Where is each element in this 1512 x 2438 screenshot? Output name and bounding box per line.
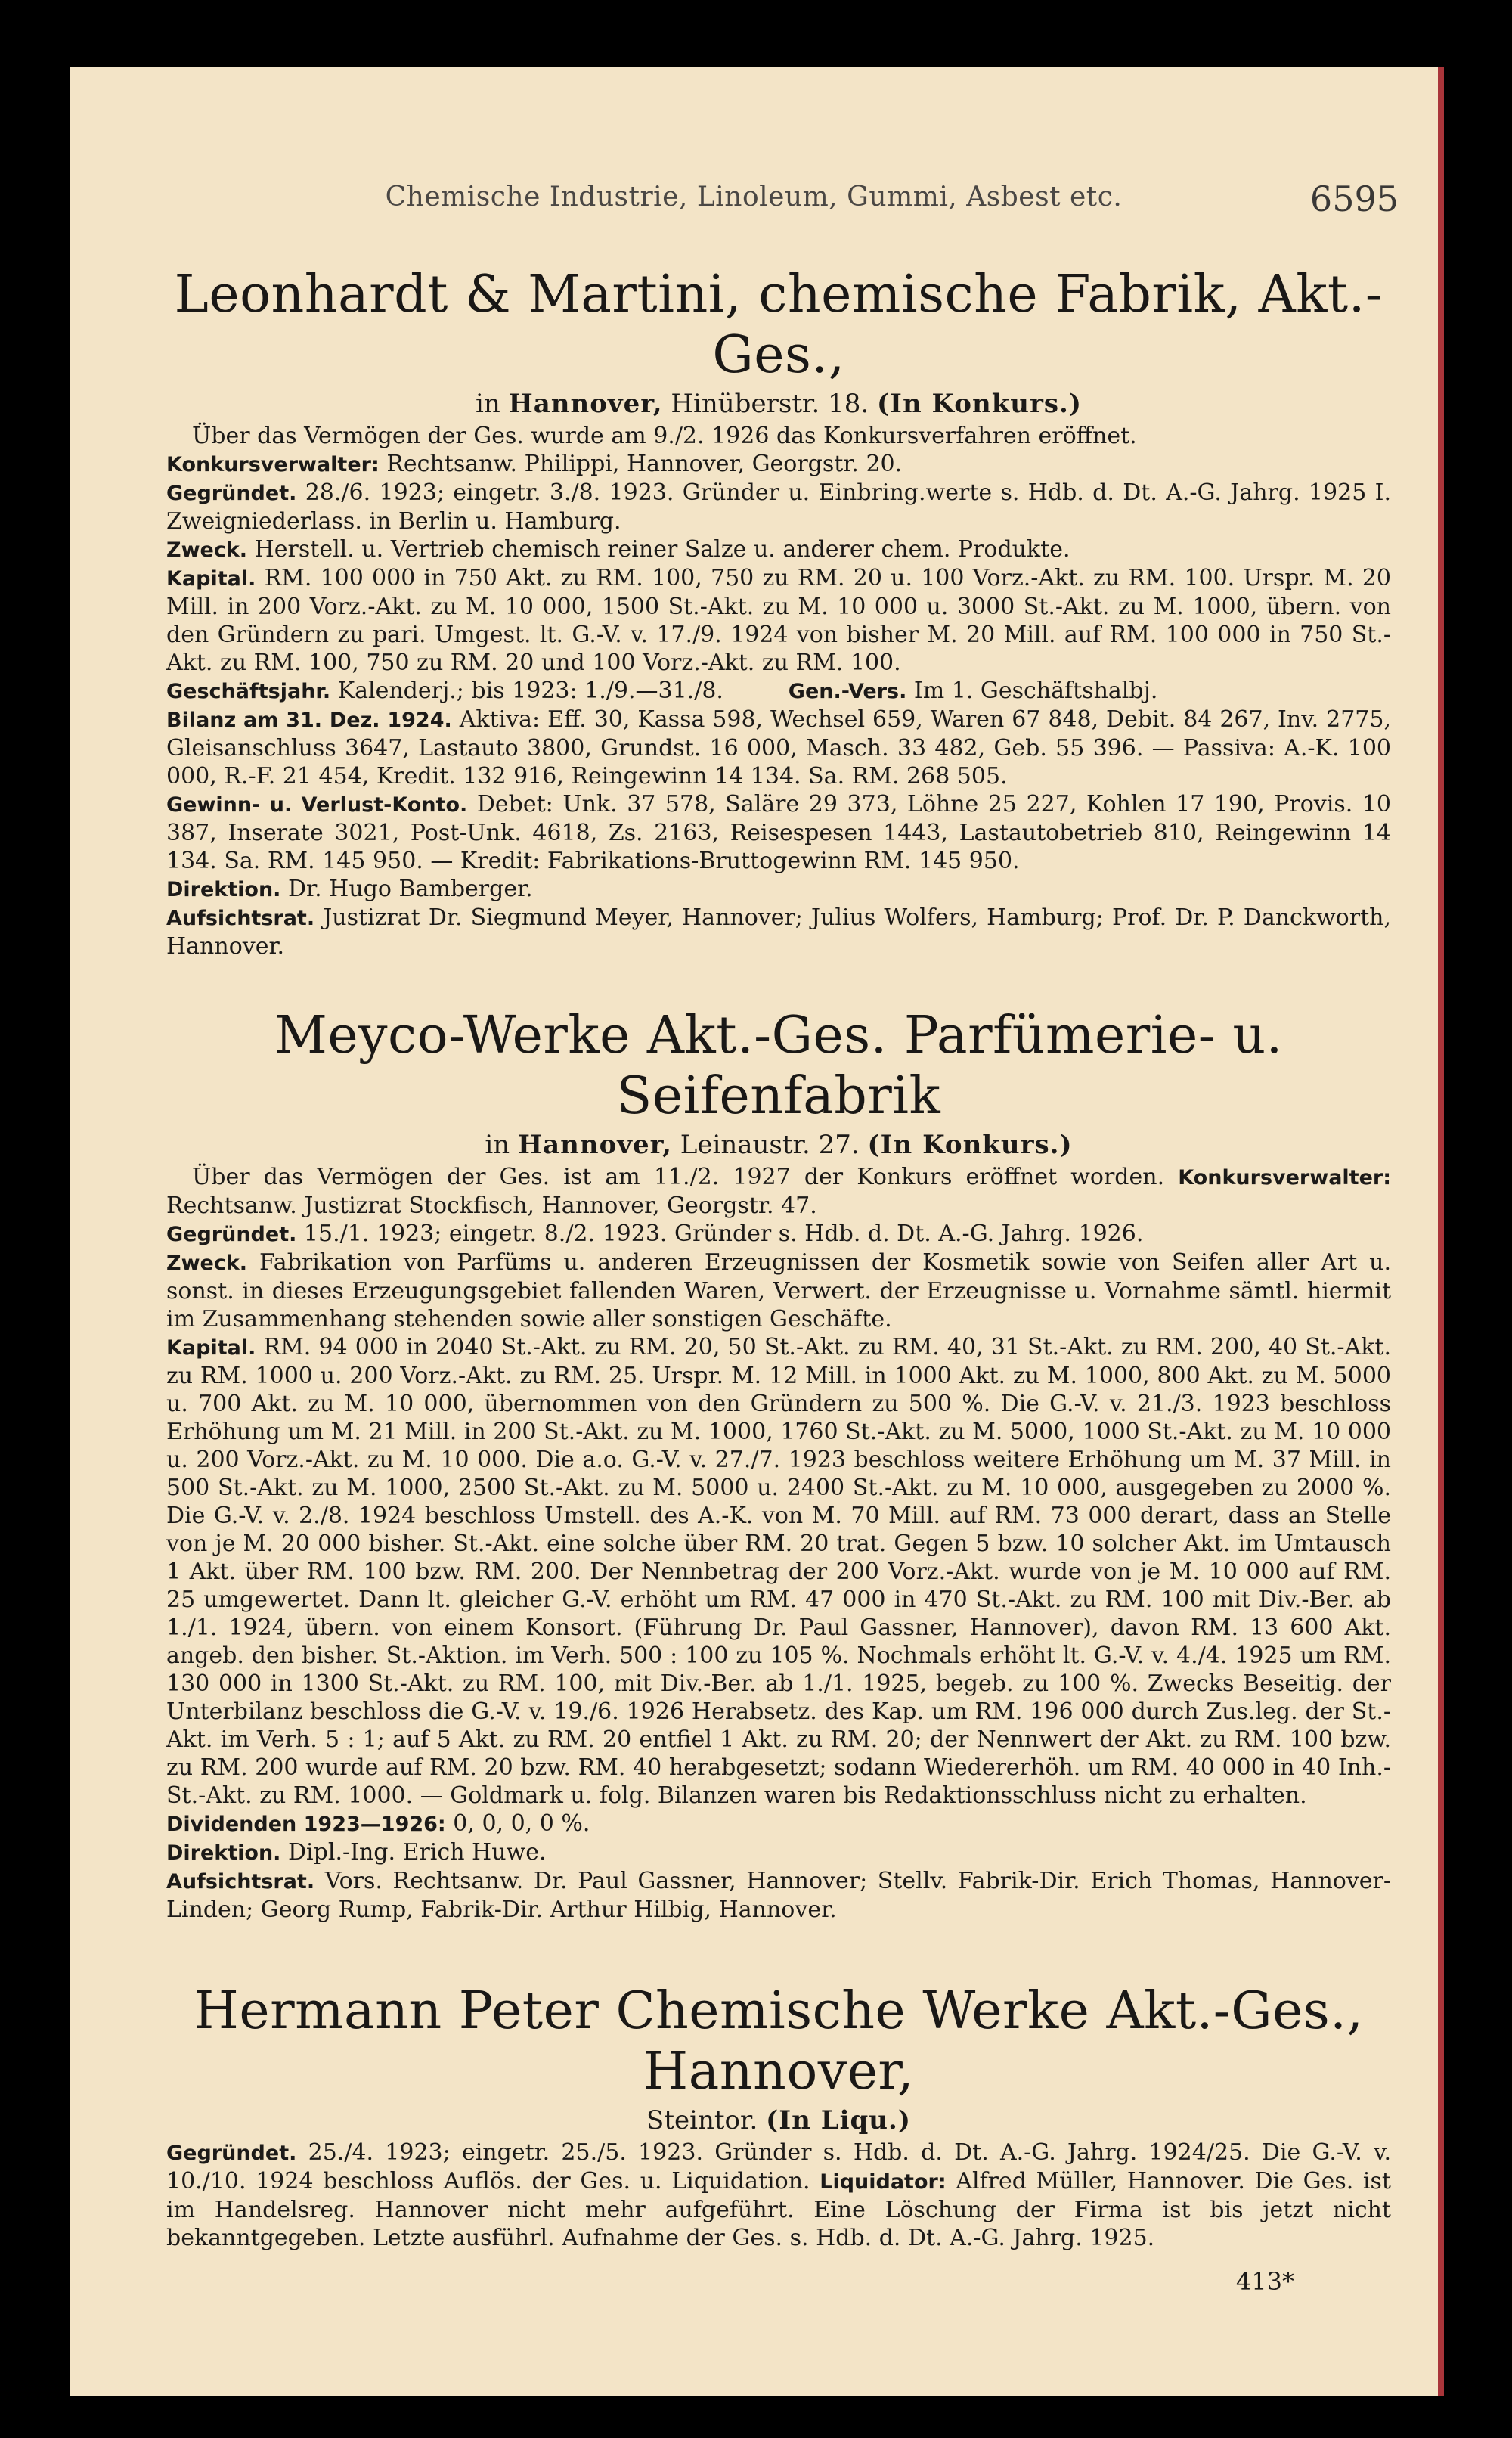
entry-title: Leonhardt & Martini, chemische Fabrik, Akt.-Ges., xyxy=(174,265,1383,385)
entry-location xyxy=(166,386,1391,422)
entry-paragraph xyxy=(166,1333,1391,1810)
entry-title: Hermann Peter Chemische Werke Akt.-Ges., Hannover, xyxy=(194,1981,1364,2101)
para-text: Fabrikation von Parfüms u. anderen Erzeugnissen der Kosmetik sowie von Seifen aller Art u. sonst. in dieses Erzeugungsgebiet fallenden Waren, Verwert. der Erzeugnisse u. Vornahme sämtl. hiermit im Zusammenhang stehenden sowie aller sonstigen Geschäfte. xyxy=(166,1249,1391,1332)
para-text: 25./4. 1923; eingetr. 25./5. 1923. Gründer s. Hdb. d. Dt. A.-G. Jahrg. 1924/25. Die G.-V. v. 10./10. 1924 beschloss Auflös. der Ges. u. Liquidation. xyxy=(166,2139,1391,2195)
entry-address: Hinüberstr. 18. xyxy=(671,389,869,419)
entry-status: (In Liqu.) xyxy=(766,2105,911,2136)
para-label: Gegründet. xyxy=(166,482,297,505)
para-label: Zweck. xyxy=(166,538,248,562)
para-label: Kapital. xyxy=(166,1336,256,1360)
para-label: Liquidator: xyxy=(820,2170,947,2194)
entry-paragraph xyxy=(166,677,1391,706)
para-text: 28./6. 1923; eingetr. 3./8. 1923. Gründer u. Einbring.werte s. Hdb. d. Dt. A.-G. Jahrg. 1925 I. Zweigniederlass. in Berlin u. Hamburg. xyxy=(166,479,1391,535)
entry-paragraph xyxy=(166,479,1391,535)
page-sheet xyxy=(70,67,1444,2396)
para-label: Dividenden 1923—1926: xyxy=(166,1813,446,1836)
entry-paragraph xyxy=(166,706,1391,790)
para-label: Gegründet. xyxy=(166,1223,297,1246)
para-label: Aufsichtsrat. xyxy=(166,1870,315,1894)
running-title: Chemische Industrie, Linoleum, Gummi, Asbest etc. xyxy=(385,181,1123,212)
para-text: Rechtsanw. Philippi, Hannover, Georgstr. 20. xyxy=(386,451,903,477)
page-number: 6595 xyxy=(1309,178,1399,219)
para-text: 15./1. 1923; eingetr. 8./2. 1923. Gründer s. Hdb. d. Dt. A.-G. Jahrg. 1926. xyxy=(303,1221,1144,1247)
para-label: Konkursverwalter: xyxy=(166,453,380,476)
entry-paragraph xyxy=(166,2139,1391,2252)
entry-paragraph xyxy=(166,564,1391,677)
entry-paragraph xyxy=(166,422,1391,450)
entry-paragraph xyxy=(166,1838,1391,1867)
para-label: Bilanz am 31. Dez. 1924. xyxy=(166,709,452,732)
para-text: Vors. Rechtsanw. Dr. Paul Gassner, Hannover; Stellv. Fabrik-Dir. Erich Thomas, Hannover-Linden; Georg Rump, Fabrik-Dir. Arthur Hilbig, Hannover. xyxy=(166,1868,1392,1923)
entry-paragraph xyxy=(166,790,1391,875)
para-text: Aktiva: Eff. 30, Kassa 598, Wechsel 659, Waren 67 848, Debit. 84 267, Inv. 2775, Gleisanschluss 3647, Lastauto 3800, Grundst. 16 000, Masch. 33 482, Geb. 55 396. — Passiva: A.-K. 100 000, R.-F. 21 454, Kredit. 132 916, Reingewinn 14 134. Sa. RM. 268 505. xyxy=(166,706,1391,789)
entry-paragraph xyxy=(166,1810,1391,1838)
para-label: Aufsichtsrat. xyxy=(166,907,315,930)
entry-paragraph xyxy=(166,904,1391,960)
para-text: Justizrat Dr. Siegmund Meyer, Hannover; Julius Wolfers, Hamburg; Prof. Dr. P. Danckworth, Hannover. xyxy=(166,904,1392,960)
para-label: Geschäftsjahr. xyxy=(166,680,331,703)
para-text: Kalenderj.; bis 1923: 1./9.—31./8. xyxy=(337,678,723,704)
company-entry xyxy=(166,265,1391,960)
para-text: Alfred Müller, Hannover. Die Ges. ist im Handelsreg. Hannover nicht mehr aufgeführt. Eine Löschung der Firma ist bis jetzt nicht bekanntgegeben. Letzte ausführl. Aufnahme der Ges. s. Hdb. d. Dt. A.-G. Jahrg. 1925. xyxy=(166,2168,1391,2251)
entry-location xyxy=(166,1127,1391,1163)
entry-paragraph xyxy=(166,1248,1391,1333)
entry-paragraph xyxy=(166,875,1391,904)
entry-paragraph xyxy=(166,450,1391,479)
para-label: Direktion. xyxy=(166,1841,281,1865)
para-label: Zweck. xyxy=(166,1252,248,1275)
para-text: Über das Vermögen der Ges. ist am 11./2. 1927 der Konkurs eröffnet worden. xyxy=(192,1164,1165,1190)
para-text: RM. 94 000 in 2040 St.-Akt. zu RM. 20, 50 St.-Akt. zu RM. 40, 31 St.-Akt. zu RM. 200, 40 St.-Akt. zu RM. 1000 u. 200 Vorz.-Akt. zu RM. 25. Urspr. M. 12 Mill. in 1000 Akt. zu M. 1000, 800 Akt. zu M. 5000 u. 700 Akt. zu M. 10 000, übernommen von den Gründern zu 500 %. Die G.-V. v. 21./3. 1923 beschloss Erhöhung um M. 21 Mill. in 200 St.-Akt. zu M. 1000, 1760 St.-Akt. zu M. 5000, 1000 St.-Akt. zu M. 10 000 u. 200 Vorz.-Akt. zu M. 10 000. Die a.o. G.-V. v. 27./7. 1923 beschloss weitere Erhöhung um M. 37 Mill. in 500 St.-Akt. zu M. 1000, 2500 St.-Akt. zu M. 5000 u. 2400 St.-Akt. zu M. 10 000, ausgegeben zu 2000 %. Die G.-V. v. 2./8. 1924 beschloss Umstell. des A.-K. von M. 70 Mill. auf RM. 73 000 derart, dass an Stelle von je M. 20 000 bisher. St.-Akt. eine solche über RM. 20 trat. Gegen 5 bzw. 10 solcher Akt. im Umtausch 1 Akt. über RM. 100 bzw. RM. 200. Der Nennbetrag der 200 Vorz.-Akt. wurde von je M. 10 000 auf RM. 25 umgewertet. Dann lt. gleicher G.-V. erhöht um RM. 47 000 in 470 St.-Akt. zu RM. 100 mit Div.-Ber. ab 1./1. 1924, übern. von einem Konsort. (Führung Dr. Paul Gassner, Hannover), davon RM. 13 600 Akt. angeb. den bisher. St.-Aktion. im Verh. 500 : 100 zu 105 %. Nochmals erhöht lt. G.-V. v. 4./4. 1925 um RM. 130 000 in 1300 St.-Akt. zu RM. 100, mit Div.-Ber. ab 1./1. 1925, begeb. zu 100 %. Zwecks Beseitig. der Unterbilanz beschloss die G.-V. v. 19./6. 1926 Herabsetz. des Kap. um RM. 196 000 durch Zus.leg. der St.-Akt. im Verh. 5 : 1; auf 5 Akt. zu RM. 20 entfiel 1 Akt. zu RM. 20; der Nennwert der Akt. zu RM. 100 bzw. zu RM. 200 wurde auf RM. 20 bzw. RM. 40 herabgesetzt; sodann Wiedererhöh. um RM. 40 000 in 40 Inh.-St.-Akt. zu RM. 1000. — Goldmark u. folg. Bilanzen waren bis Redaktionsschluss nicht zu erhalten. xyxy=(166,1334,1391,1809)
para-text: Dr. Hugo Bamberger. xyxy=(288,876,533,902)
para-text: Dipl.-Ing. Erich Huwe. xyxy=(288,1839,547,1866)
entry-address: Steintor. xyxy=(646,2105,758,2136)
para-text: RM. 100 000 in 750 Akt. zu RM. 100, 750 zu RM. 20 u. 100 Vorz.-Akt. zu RM. 100. Urspr. M. 20 Mill. in 200 Vorz.-Akt. zu M. 10 000, 1500 St.-Akt. zu M. 10 000 u. 3000 St.-Akt. zu M. 1000, übern. von den Gründern zu pari. Umgest. lt. G.-V. v. 17./9. 1924 von bisher M. 20 Mill. auf RM. 100 000 in 750 St.-Akt. zu RM. 100, 750 zu RM. 20 und 100 Vorz.-Akt. zu RM. 100. xyxy=(166,565,1391,676)
para-text: Debet: Unk. 37 578, Saläre 29 373, Löhne 25 227, Kohlen 17 190, Provis. 10 387, Inserate 3021, Post-Unk. 4618, Zs. 2163, Reisespesen 1443, Lastautobetrieb 810, Reingewinn 14 134. Sa. RM. 145 950. — Kredit: Fabrikations-Bruttogewinn RM. 145 950. xyxy=(166,791,1391,874)
company-entry xyxy=(166,1981,1391,2252)
entry-paragraph xyxy=(166,535,1391,564)
para-label: Kapital. xyxy=(166,567,256,591)
company-entry xyxy=(166,1006,1391,1924)
para-text: Über das Vermögen der Ges. wurde am 9./2. 1926 das Konkursverfahren eröffnet. xyxy=(192,423,1137,449)
entry-city: Hannover, xyxy=(508,389,663,419)
para-text: Rechtsanw. Justizrat Stockfisch, Hannover, Georgstr. 47. xyxy=(166,1193,817,1219)
entry-title: Meyco-Werke Akt.-Ges. Parfümerie- u. Seifenfabrik xyxy=(274,1006,1283,1126)
para-label: Konkursverwalter: xyxy=(1178,1166,1391,1190)
entry-city: Hannover, xyxy=(518,1130,672,1160)
para-text: Im 1. Geschäftshalbj. xyxy=(913,678,1158,704)
para-label: Gen.-Vers. xyxy=(788,680,907,703)
entry-paragraph xyxy=(166,1220,1391,1248)
loc-prefix: in xyxy=(476,389,500,419)
para-label: Direktion. xyxy=(166,878,281,901)
para-label: Gewinn- u. Verlust-Konto. xyxy=(166,793,468,817)
entry-status: (In Konkurs.) xyxy=(876,389,1082,419)
signature-mark: 413* xyxy=(1235,2267,1294,2296)
entry-location xyxy=(166,2102,1391,2139)
para-text: 0, 0, 0, 0 %. xyxy=(453,1810,590,1837)
para-text: Herstell. u. Vertrieb chemisch reiner Salze u. anderer chem. Produkte. xyxy=(254,536,1070,563)
entry-paragraph xyxy=(166,1163,1391,1220)
para-label: Gegründet. xyxy=(166,2142,297,2165)
entry-address: Leinaustr. 27. xyxy=(680,1130,860,1160)
entry-paragraph xyxy=(166,1867,1391,1924)
running-header xyxy=(70,178,1438,227)
entry-status: (In Konkurs.) xyxy=(867,1130,1073,1160)
loc-prefix: in xyxy=(485,1130,510,1160)
